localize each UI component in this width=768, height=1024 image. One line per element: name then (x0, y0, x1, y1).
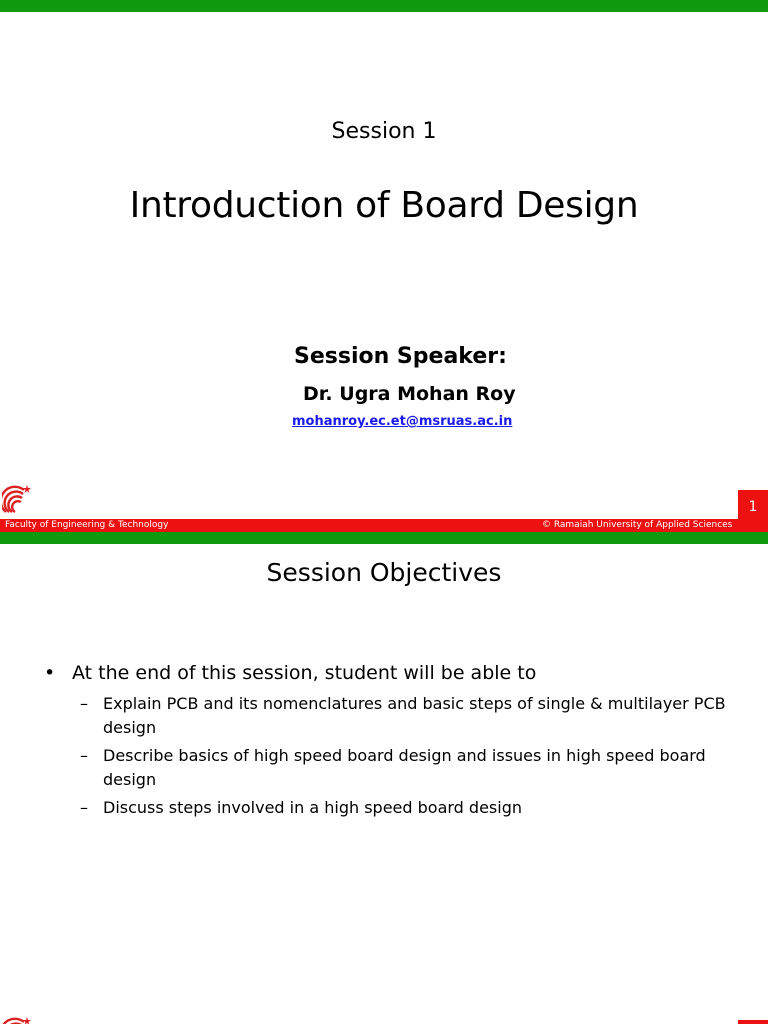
top-green-bar (0, 0, 768, 12)
page-number-badge-partial (738, 1020, 768, 1024)
list-item (80, 796, 730, 820)
objectives-title: Session Objectives (266, 558, 502, 587)
list-item (80, 692, 730, 740)
main-bullet-text: At the end of this session, student will be able to (72, 662, 537, 684)
sub-bullet-text: Explain PCB and its nomenclatures and basic steps of single & multilayer PCB design (103, 694, 726, 737)
main-bullet (44, 662, 744, 684)
sub-bullet-text: Discuss steps involved in a high speed board design (103, 798, 522, 817)
university-logo-icon (2, 482, 32, 518)
session-label: Session 1 (331, 119, 437, 144)
speaker-email-link[interactable]: mohanroy.ec.et@msruas.ac.in (292, 414, 513, 429)
footer-bar (0, 519, 768, 532)
sub-bullet-list (80, 692, 730, 824)
footer-copyright: © Ramaiah University of Applied Sciences (542, 520, 733, 530)
footer-faculty: Faculty of Engineering & Technology (5, 520, 169, 530)
speaker-name: Dr. Ugra Mohan Roy (303, 383, 516, 405)
dash-marker: – (80, 746, 88, 765)
page-number-badge: 1 (738, 490, 768, 530)
bullet-dot: • (44, 662, 56, 684)
slide-title: Introduction of Board Design (129, 185, 639, 226)
dash-marker: – (80, 798, 88, 817)
speaker-label: Session Speaker: (294, 344, 507, 369)
dash-marker: – (80, 694, 88, 713)
sub-bullet-text: Describe basics of high speed board design and issues in high speed board design (103, 746, 706, 789)
university-logo-icon (2, 1014, 32, 1024)
slide-2 (0, 544, 768, 1024)
footer-green-bar (0, 532, 768, 544)
list-item (80, 744, 730, 792)
